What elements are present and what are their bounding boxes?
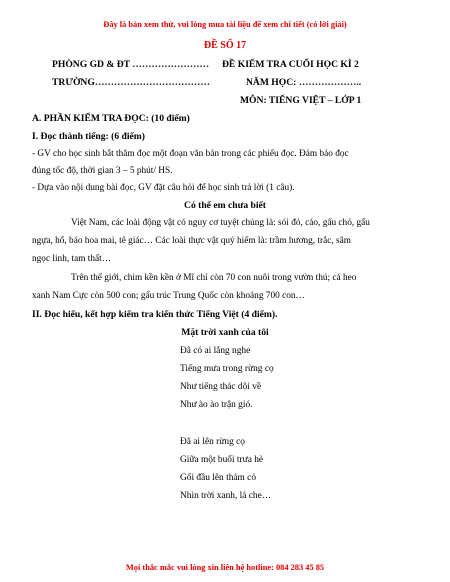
reading-line: ngọc linh, tam thất… [32, 254, 112, 264]
poem-title: Mặt trời xanh của tôi [181, 327, 269, 338]
poem-line: Nhìn trời xanh, lá che… [180, 491, 272, 501]
instruction-line: - GV cho học sinh bắt thăm đọc một đoạn văn bản trong các phiếu đọc. Đảm bảo đọc [32, 149, 349, 159]
header-subject: MÔN: TIẾNG VIỆT – LỚP 1 [240, 95, 362, 106]
exam-number: ĐỀ SỐ 17 [203, 40, 247, 51]
poem-line: Tiếng mưa trong rừng cọ [180, 364, 274, 374]
header-school: TRƯỜNG……………………………… [52, 77, 210, 88]
poem-line: Như ào ào trận gió. [180, 400, 253, 410]
instruction-line: đúng tốc độ, thời gian 3 – 5 phút/ HS. [32, 166, 173, 176]
part1-title: I. Đọc thành tiếng: (6 điểm) [32, 131, 145, 142]
poem-line: Giữa một buổi trưa hè [180, 455, 264, 465]
poem-line: Gối đầu lên thảm cỏ [180, 473, 257, 483]
section-a-title: A. PHẦN KIỂM TRA ĐỌC: (10 điểm) [32, 113, 190, 124]
footer-hotline: Mọi thắc mắc vui lòng xin liên hệ hotline: 084 283 45 85 [125, 563, 325, 572]
header-exam-title: ĐỀ KIỂM TRA CUỐI HỌC KÌ 2 [222, 59, 359, 70]
preview-banner: Đây là bản xem thử, vui lòng mua tài liệu để xem chi tiết (có lời giải) [103, 20, 347, 29]
poem-line: Như tiếng thác dội về [180, 382, 262, 392]
reading-title: Có thể em chưa biết [184, 200, 266, 211]
poem-line: Đã có ai lắng nghe [180, 346, 251, 356]
poem-line: Đã ai lên rừng cọ [180, 437, 245, 447]
reading-line: Trên thế giới, chim kền kền ở Mĩ chỉ còn 70 con nuôi trong vườn thú; cá heo [71, 273, 357, 283]
reading-line: Việt Nam, các loài động vật có nguy cơ tuyệt chủng là: sói đỏ, cáo, gấu chó, gấu [71, 218, 370, 228]
reading-line: ngựa, hổ, báo hoa mai, tê giác… Các loài thực vật quý hiếm là: trầm hương, trắc, sâm [32, 236, 351, 246]
reading-line: xanh Nam Cực còn 500 con; gấu trúc Trung Quốc còn khoảng 700 con… [32, 291, 305, 301]
instruction-line: - Dựa vào nội dung bài đọc, GV đặt câu hỏi để học sinh trả lời (1 câu). [32, 183, 295, 193]
header-school-year: NĂM HỌC: ……………….. [246, 77, 362, 88]
part2-title: II. Đọc hiểu, kết hợp kiểm tra kiến thức Tiếng Việt (4 điểm). [32, 309, 278, 320]
header-department: PHÒNG GD & ĐT …………………… [52, 59, 210, 70]
